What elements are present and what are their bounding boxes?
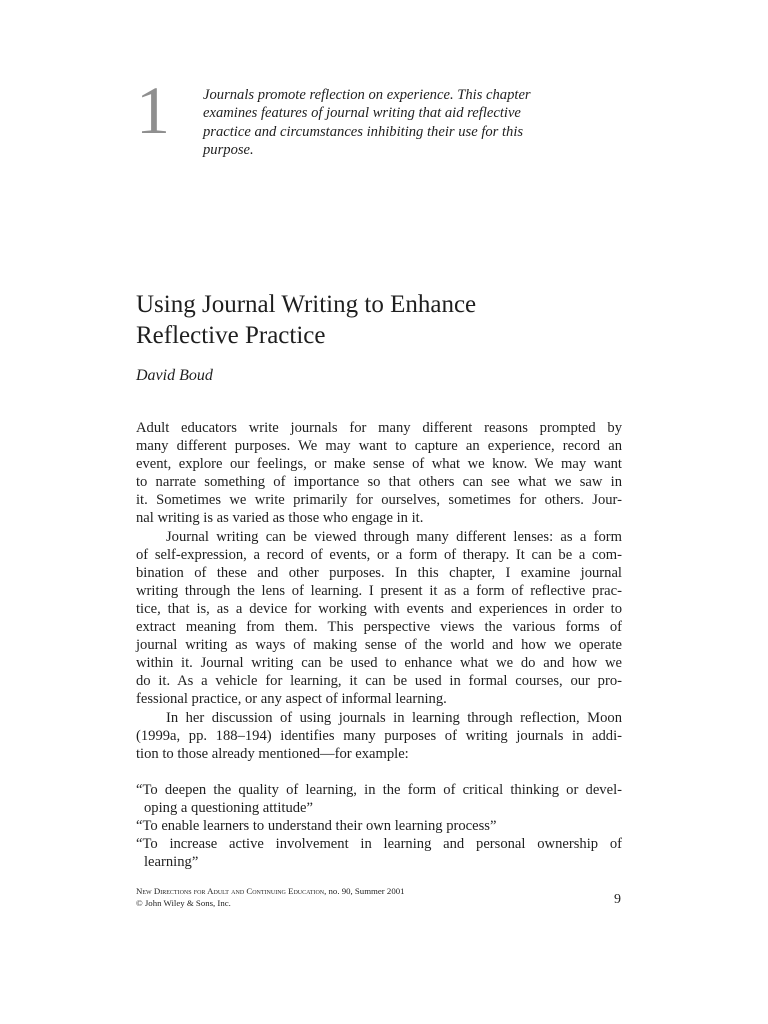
quote-line: “To increase active involvement in learning and personal ownership of (136, 836, 622, 853)
chapter-title (136, 289, 656, 351)
quote-line: learning” (144, 854, 199, 871)
text-line: Adult educators write journals for many different reasons prompted by (136, 420, 622, 436)
text-line: to narrate something of importance so that others can see what we saw in (136, 474, 622, 491)
copyright: © John Wiley & Sons, Inc. (136, 898, 231, 908)
abstract-line: examines features of journal writing that aid reflective (203, 105, 521, 122)
text-line: many different purposes. We may want to capture an experience, record an (136, 438, 622, 455)
paragraph (136, 419, 622, 528)
text-line: nal writing is as varied as those who engage in it. (136, 510, 424, 527)
text-line: tion to those already mentioned—for example: (136, 745, 409, 762)
text-line: extract meaning from them. This perspective views the various forms of (136, 619, 622, 636)
abstract-line: practice and circumstances inhibiting their use for this (203, 123, 524, 140)
issue-info: , no. 90, Summer 2001 (324, 886, 405, 896)
page-footer (136, 885, 622, 909)
body-text (136, 419, 622, 871)
title-line: Using Journal Writing to Enhance (136, 291, 477, 318)
abstract-line: Journals promote reflection on experience. This chapter (203, 87, 531, 103)
title-line: Reflective Practice (136, 322, 326, 349)
text-line: tice, that is, as a device for working with events and experiences in order to (136, 600, 622, 617)
quote-item (136, 781, 622, 817)
text-line: writing through the lens of learning. I present it as a form of reflective prac- (136, 582, 622, 599)
journal-citation (136, 885, 622, 897)
text-line: of self-expression, a record of events, or a form of therapy. It can be a com- (136, 546, 622, 563)
quote-line: oping a questioning attitude” (144, 799, 314, 816)
text-line: In her discussion of using journals in learning through reflection, Moon (166, 709, 622, 726)
text-line: bination of these and other purposes. In this chapter, I examine journal (136, 564, 622, 581)
paragraph (136, 528, 622, 709)
text-line: Journal writing can be viewed through many different lenses: as a form (166, 528, 622, 545)
quote-item (136, 835, 622, 871)
text-line: journal writing as ways of making sense of the world and how we operate (136, 637, 622, 654)
abstract-line: purpose. (203, 142, 254, 159)
journal-name: New Directions for Adult and Continuing Education (136, 886, 325, 896)
text-line: do it. As a vehicle for learning, it can be used in formal courses, our pro- (136, 673, 622, 690)
quote-item (136, 817, 622, 835)
quote-line: “To deepen the quality of learning, in the form of critical thinking or devel- (136, 781, 622, 798)
page-number: 9 (614, 892, 621, 907)
text-line: within it. Journal writing can be used to enhance what we do and how we (136, 655, 622, 672)
quote-list (136, 781, 622, 871)
chapter-abstract (203, 86, 563, 160)
text-line: fessional practice, or any aspect of informal learning. (136, 691, 447, 708)
paragraph (136, 709, 622, 763)
text-line: it. Sometimes we write primarily for ourselves, sometimes for others. Jour- (136, 492, 622, 509)
author-name: David Boud (136, 367, 213, 384)
text-line: (1999a, pp. 188–194) identifies many purposes of writing journals in addi- (136, 727, 622, 744)
quote-line: “To enable learners to understand their own learning process” (136, 817, 497, 834)
chapter-number: 1 (136, 72, 170, 148)
text-line: event, explore our feelings, or make sense of what we know. We may want (136, 456, 622, 473)
